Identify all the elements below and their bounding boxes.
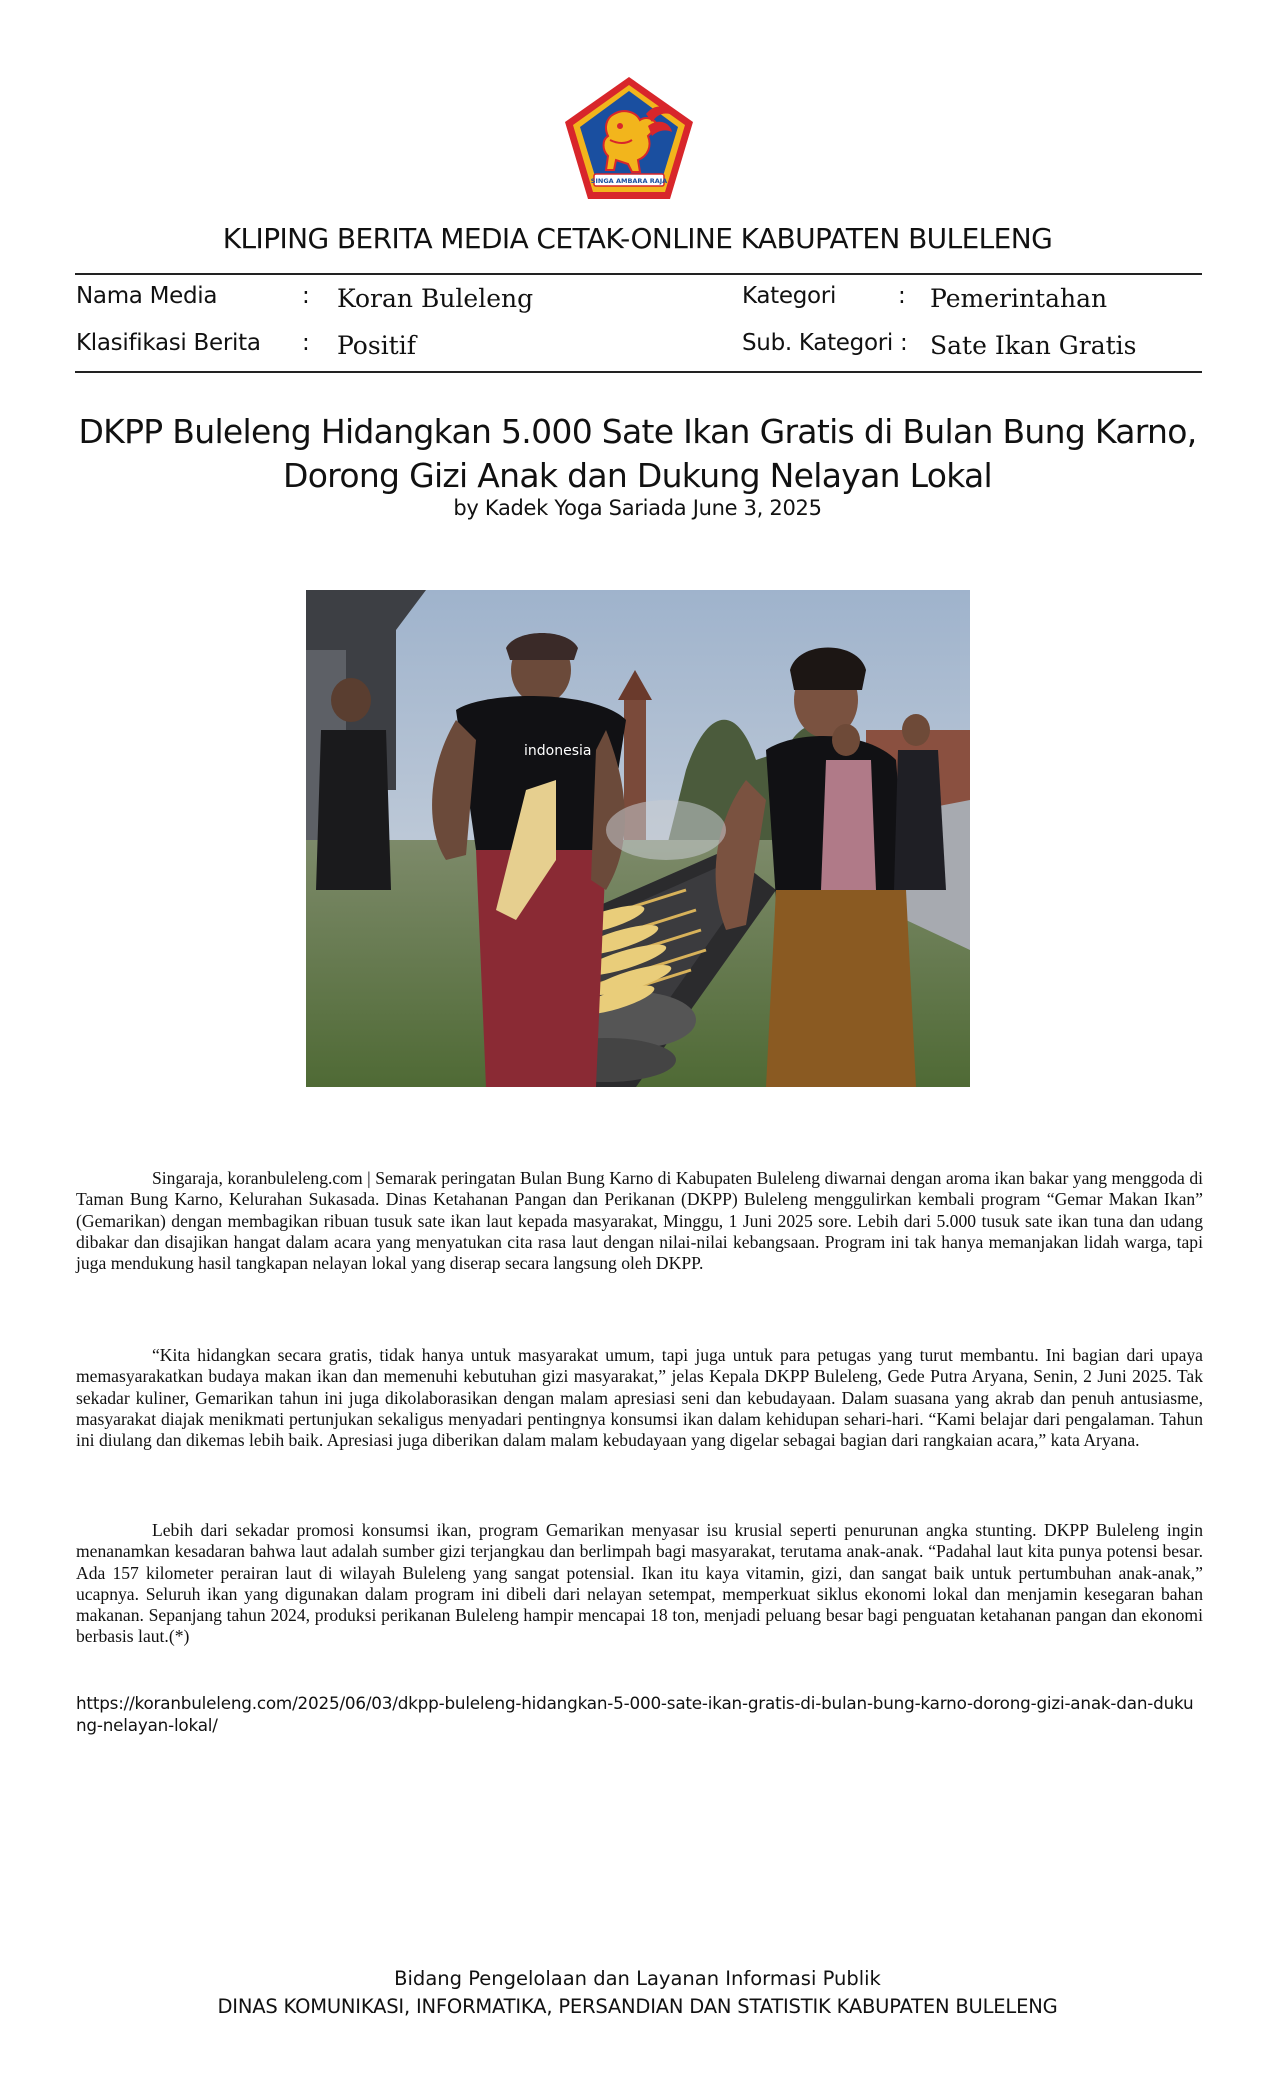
top-rule — [75, 273, 1202, 275]
klasifikasi-label: Klasifikasi Berita — [76, 330, 261, 356]
klasifikasi-colon: : — [302, 330, 310, 356]
subkategori-value: Sate Ikan Gratis — [930, 331, 1137, 360]
bottom-rule — [75, 371, 1202, 373]
article-photo — [306, 590, 970, 1087]
article-paragraph-3: Lebih dari sekadar promosi konsumsi ikan, program Gemarikan menyasar isu krusial seperti penurunan angka stunting. DKPP Buleleng ingin menanamkan kesadaran bahwa laut adalah sumber gizi terjangkau dan berlimpah bagi masyarakat, terutama anak-anak. “Padahal laut kita punya potensi besar. Ada 157 kilometer perairan laut di wilayah Buleleng yang sangat potensial. Ikan itu kaya vitamin, gizi, dan sangat baik untuk pertumbuhan anak-anak,” ucapnya. Seluruh ikan yang digunakan dalam program ini dibeli dari nelayan setempat, memperkuat siklus ekonomi lokal dan menjamin kesegaran bahan makanan. Sepanjang tahun 2024, produksi perikanan Buleleng hampir mencapai 18 ton, menjadi peluang besar bagi penguatan ketahanan pangan dan ekonomi berbasis laut.(*) — [76, 1520, 1203, 1647]
headline-line-1: DKPP Buleleng Hidangkan 5.000 Sate Ikan Gratis di Bulan Bung Karno, — [78, 412, 1197, 451]
klasifikasi-value: Positif — [337, 331, 416, 360]
article-headline — [60, 410, 1215, 498]
article-byline: by Kadek Yoga Sariada June 3, 2025 — [453, 496, 822, 520]
media-value: Koran Buleleng — [337, 284, 534, 313]
emblem-motto: SINGA AMBARA RAJA — [590, 177, 668, 185]
kategori-value: Pemerintahan — [930, 284, 1108, 313]
photo-shirt-text: indonesia — [524, 743, 592, 759]
kategori-label: Kategori — [742, 283, 837, 309]
article-paragraph-2: “Kita hidangkan secara gratis, tidak hanya untuk masyarakat umum, tapi juga untuk para petugas yang turut membantu. Ini bagian dari upaya memasyarakatkan budaya makan ikan dan memenuhi kebutuhan gizi masyarakat,” jelas Kepala DKPP Buleleng, Gede Putra Aryana, Senin, 2 Juni 2025. Tak sekadar kuliner, Gemarikan tahun ini juga dikolaborasikan dengan malam apresiasi seni dan kebudayaan. Dalam suasana yang akrab dan penuh antusiasme, masyarakat diajak menikmati pertunjukan sekaligus menyadari pentingnya konsumsi ikan dalam kehidupan sehari-hari. “Kami belajar dari pengalaman. Tahun ini diulang dan dikemas lebih baik. Apresiasi juga diberikan dalam malam kebudayaan yang digelar sebagai bagian dari rangkaian acara,” kata Aryana. — [76, 1345, 1203, 1451]
subkategori-label — [742, 330, 907, 356]
kategori-colon: : — [898, 283, 906, 309]
grilling-satay-photo — [306, 590, 970, 1087]
buleleng-emblem — [562, 74, 696, 202]
footer-division: Bidang Pengelolaan dan Layanan Informasi Publik — [394, 1967, 881, 1990]
page-title: KLIPING BERITA MEDIA CETAK-ONLINE KABUPATEN BULELENG — [222, 222, 1053, 255]
subkategori-label-text: Sub. Kategori — [742, 330, 893, 356]
media-label: Nama Media — [76, 283, 218, 309]
subkategori-colon: : — [899, 330, 908, 356]
article-paragraph-1: Singaraja, koranbuleleng.com | Semarak peringatan Bulan Bung Karno di Kabupaten Buleleng diwarnai dengan aroma ikan bakar yang menggoda di Taman Bung Karno, Kelurahan Sukasada. Dinas Ketahanan Pangan dan Perikanan (DKPP) Buleleng menggulirkan kembali program “Gemar Makan Ikan” (Gemarikan) dengan membagikan ribuan tusuk sate ikan laut kepada masyarakat, Minggu, 1 Juni 2025 sore. Lebih dari 5.000 tusuk sate ikan tuna dan udang dibakar dan disajikan hangat dalam acara yang menyatukan cita rasa laut dengan nilai-nilai kebangsaan. Program ini tak hanya memanjakan lidah warga, tapi juga mendukung hasil tangkapan nelayan lokal yang diserap secara langsung oleh DKPP. — [76, 1168, 1203, 1274]
singa-ambara-raja-emblem-icon — [562, 74, 696, 202]
media-colon: : — [302, 283, 310, 309]
headline-line-2: Dorong Gizi Anak dan Dukung Nelayan Lokal — [282, 456, 993, 495]
source-url: https://koranbuleleng.com/2025/06/03/dkpp-buleleng-hidangkan-5-000-sate-ikan-gratis-di-bulan-bung-karno-dorong-gizi-anak-dan-dukung-nelayan-lokal/ — [76, 1693, 1194, 1735]
footer-agency: DINAS KOMUNIKASI, INFORMATIKA, PERSANDIAN DAN STATISTIK KABUPATEN BULELENG — [217, 1995, 1058, 2018]
